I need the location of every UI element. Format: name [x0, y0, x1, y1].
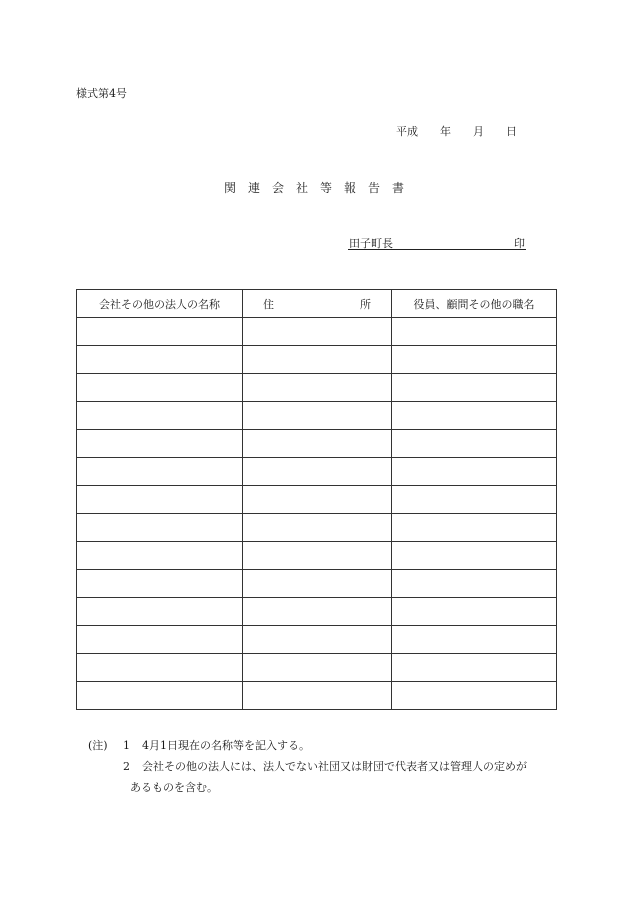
cell-company-name[interactable]: [77, 430, 243, 458]
header-company-name: 会社その他の法人の名称: [77, 290, 243, 318]
cell-position[interactable]: [392, 682, 557, 710]
cell-position[interactable]: [392, 430, 557, 458]
table-body: [77, 318, 557, 710]
cell-company-name[interactable]: [77, 346, 243, 374]
cell-company-name[interactable]: [77, 570, 243, 598]
cell-address[interactable]: [243, 682, 392, 710]
cell-address[interactable]: [243, 430, 392, 458]
cell-company-name[interactable]: [77, 626, 243, 654]
cell-address[interactable]: [243, 598, 392, 626]
cell-address[interactable]: [243, 542, 392, 570]
cell-position[interactable]: [392, 486, 557, 514]
note-number: 2: [123, 760, 130, 773]
note-continuation-text: あるものを含む。: [130, 781, 218, 794]
note-text: 会社その他の法人には、法人でない社団又は財団で代表者又は管理人の定めが: [142, 760, 527, 773]
table-row: [77, 346, 557, 374]
header-address-part1: 住: [263, 297, 274, 311]
table-row: [77, 318, 557, 346]
header-address: [243, 290, 392, 318]
note-text: 4月1日現在の名称等を記入する。: [142, 739, 310, 752]
cell-company-name[interactable]: [77, 458, 243, 486]
recipient-line: [348, 234, 526, 250]
table-row: [77, 682, 557, 710]
cell-position[interactable]: [392, 318, 557, 346]
cell-company-name[interactable]: [77, 682, 243, 710]
table-row: [77, 626, 557, 654]
cell-address[interactable]: [243, 318, 392, 346]
cell-address[interactable]: [243, 458, 392, 486]
header-address-part2: 所: [360, 297, 371, 311]
table-row: [77, 598, 557, 626]
table-row: [77, 458, 557, 486]
header-position: 役員、顧問その他の職名: [392, 290, 557, 318]
cell-position[interactable]: [392, 626, 557, 654]
table-row: [77, 570, 557, 598]
document-title: 関 連 会 社 等 報 告 書: [224, 181, 405, 195]
cell-company-name[interactable]: [77, 374, 243, 402]
cell-address[interactable]: [243, 514, 392, 542]
table-row: [77, 486, 557, 514]
cell-position[interactable]: [392, 402, 557, 430]
table-row: [77, 654, 557, 682]
cell-address[interactable]: [243, 570, 392, 598]
cell-address[interactable]: [243, 654, 392, 682]
cell-address[interactable]: [243, 346, 392, 374]
table-row: [77, 514, 557, 542]
note-label: (注): [88, 739, 108, 752]
cell-position[interactable]: [392, 598, 557, 626]
cell-company-name[interactable]: [77, 486, 243, 514]
cell-company-name[interactable]: [77, 654, 243, 682]
cell-company-name[interactable]: [77, 318, 243, 346]
cell-company-name[interactable]: [77, 598, 243, 626]
seal-mark: 印: [514, 237, 525, 250]
table-row: [77, 430, 557, 458]
cell-address[interactable]: [243, 374, 392, 402]
cell-company-name[interactable]: [77, 542, 243, 570]
cell-address[interactable]: [243, 486, 392, 514]
cell-company-name[interactable]: [77, 514, 243, 542]
table-header-row: [77, 290, 557, 318]
cell-address[interactable]: [243, 402, 392, 430]
cell-position[interactable]: [392, 654, 557, 682]
report-table: [76, 289, 557, 710]
cell-position[interactable]: [392, 346, 557, 374]
cell-position[interactable]: [392, 514, 557, 542]
cell-position[interactable]: [392, 374, 557, 402]
date-line: 平成 年 月 日: [396, 125, 517, 138]
recipient-name: 田子町長: [349, 237, 393, 250]
note-number: 1: [123, 739, 130, 752]
table-row: [77, 542, 557, 570]
table-row: [77, 402, 557, 430]
form-number: 様式第4号: [76, 87, 127, 100]
cell-position[interactable]: [392, 458, 557, 486]
cell-position[interactable]: [392, 570, 557, 598]
cell-company-name[interactable]: [77, 402, 243, 430]
table-row: [77, 374, 557, 402]
cell-address[interactable]: [243, 626, 392, 654]
cell-position[interactable]: [392, 542, 557, 570]
